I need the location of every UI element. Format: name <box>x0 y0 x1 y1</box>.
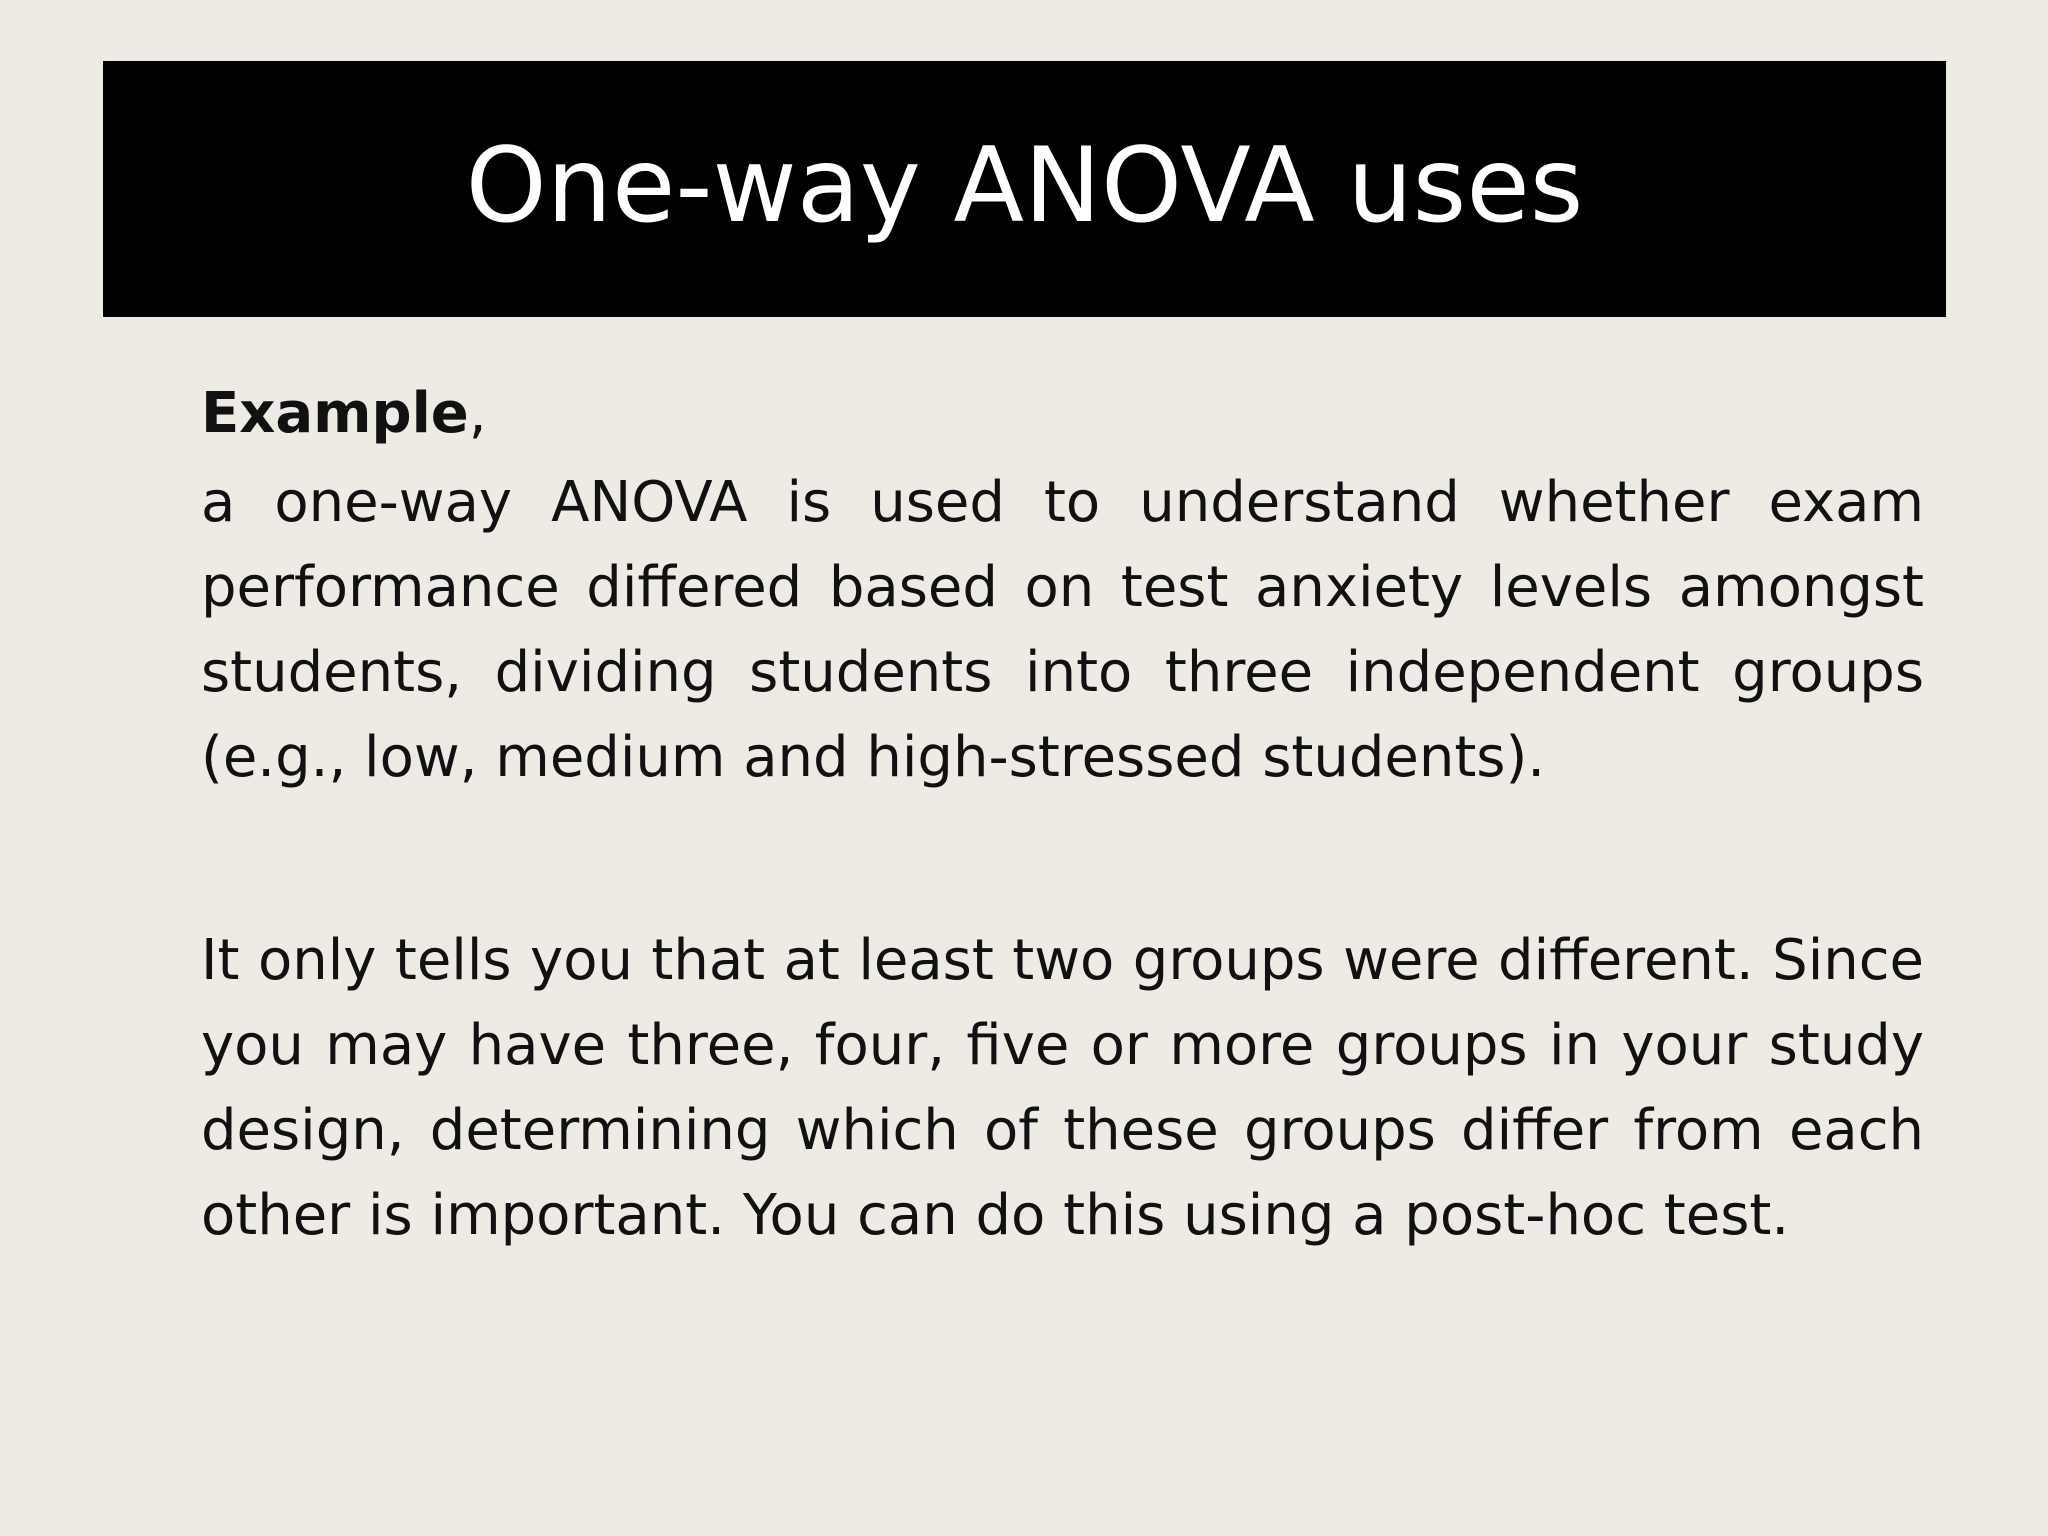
slide-content <box>201 370 1924 1258</box>
title-bar <box>103 61 1946 317</box>
example-heading <box>201 370 1924 458</box>
paragraph-example: a one-way ANOVA is used to understand whether exam performance differed based on test anxiety levels amongst students, dividing students into three independent groups (e.g., low, medium and high-stressed students). <box>201 470 1924 790</box>
paragraph-post-hoc: It only tells you that at least two groups were different. Since you may have three, four, five or more groups in your study design, determining which of these groups differ from each other is important. You can do this using a post-hoc test. <box>201 928 1924 1248</box>
slide-title: One-way ANOVA uses <box>465 125 1584 246</box>
example-label: Example <box>201 381 469 446</box>
example-suffix: , <box>468 381 487 446</box>
